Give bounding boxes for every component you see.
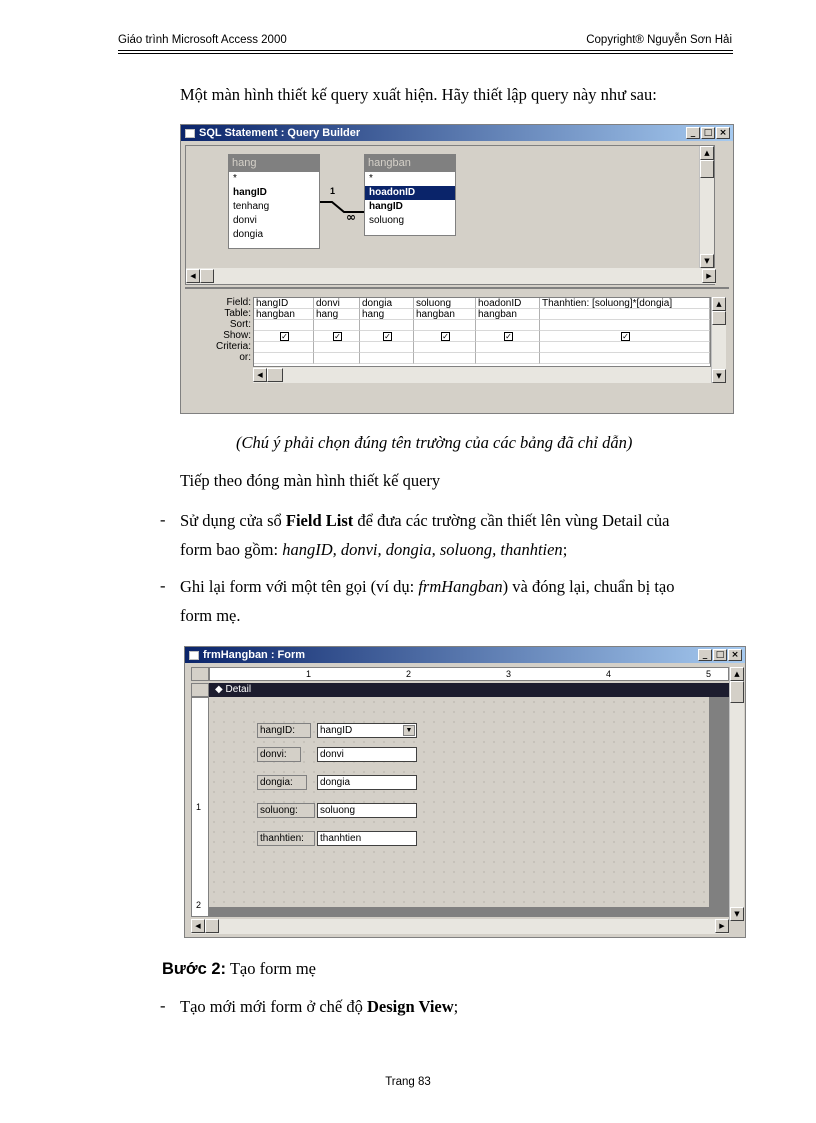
intro-text: Một màn hình thiết kế query xuất hiện. Hãy thiết lập query này như sau: (180, 85, 657, 104)
bullet-dash: - (160, 576, 166, 595)
bullet-1 (180, 510, 740, 561)
label-thanhtien[interactable]: thanhtien: (257, 831, 315, 846)
text-run-bold: Design View (367, 997, 454, 1016)
grid-show-cell[interactable] (540, 331, 710, 342)
field-item[interactable]: soluong (369, 215, 405, 226)
next-step-text: Tiếp theo đóng màn hình thiết kế query (180, 471, 441, 490)
textbox-soluong[interactable]: soluong (317, 803, 417, 818)
ruler-mark: 1 (196, 802, 202, 812)
field-item[interactable]: * (233, 173, 237, 184)
form-design-window (184, 646, 746, 938)
vertical-ruler (191, 697, 209, 917)
maximize-button[interactable]: □ (701, 127, 715, 139)
scroll-right-arrow-icon[interactable]: ▶ (702, 269, 716, 283)
grid-field-cell[interactable]: Thanhtien: [soluong]*[dongia] (540, 298, 710, 309)
grid-table-cell[interactable]: hang (314, 309, 360, 320)
join-line (320, 184, 368, 224)
table-hang[interactable] (228, 154, 320, 249)
grid-vscrollbar[interactable] (711, 297, 726, 383)
scroll-thumb[interactable] (200, 269, 214, 283)
grid-show-cell[interactable] (476, 331, 540, 342)
bullet-3 (180, 996, 458, 1018)
field-item[interactable]: donvi (233, 215, 257, 226)
grid-sort-cell[interactable] (314, 320, 360, 331)
header-right: Copyright® Nguyễn Sơn Hải (586, 34, 732, 46)
grid-or-cell[interactable] (314, 353, 360, 364)
text-run: Ghi lại form với một tên gọi (ví dụ: (180, 577, 419, 596)
checkbox-checked-icon[interactable]: ✓ (622, 332, 629, 341)
step-2-heading (162, 958, 316, 980)
grid-column[interactable] (540, 298, 710, 366)
text-run: Tạo mới mới form ở chế độ (180, 997, 368, 1016)
form-titlebar (185, 647, 745, 663)
field-item-selected[interactable]: hoadonID (365, 186, 455, 200)
scroll-down-arrow-icon[interactable]: ▼ (712, 369, 726, 383)
grid-or-cell[interactable] (476, 353, 540, 364)
form-background-area (209, 907, 729, 917)
textbox-thanhtien[interactable]: thanhtien (317, 831, 417, 846)
grid-criteria-cell[interactable] (360, 342, 414, 353)
window-icon (185, 129, 195, 138)
grid-table-cell[interactable]: hangban (254, 309, 314, 320)
checkbox-checked-icon[interactable]: ✓ (442, 332, 449, 341)
grid-table-cell[interactable]: hang (360, 309, 414, 320)
grid-field-cell[interactable]: donvi (314, 298, 360, 309)
text-run: Sử dụng cửa sổ (180, 511, 286, 530)
grid-hscrollbar[interactable] (253, 367, 711, 383)
minimize-button[interactable]: _ (686, 127, 700, 139)
scroll-down-arrow-icon[interactable]: ▼ (730, 907, 744, 921)
form-selector[interactable] (191, 667, 209, 681)
page-number: Trang 83 (385, 1076, 431, 1088)
bullet-dash: - (160, 996, 166, 1015)
caption: (Chú ý phải chọn đúng tên trường của các bảng đã chỉ dẫn) (236, 433, 633, 452)
row-label-table: Table: (224, 308, 251, 319)
checkbox-checked-icon[interactable]: ✓ (505, 332, 512, 341)
table-hangban-title[interactable]: hangban (365, 155, 455, 172)
grid-field-cell[interactable]: hangID (254, 298, 314, 309)
text-run: ; (453, 997, 459, 1016)
grid-column[interactable] (360, 298, 414, 366)
grid-show-cell[interactable] (414, 331, 476, 342)
scroll-thumb[interactable] (730, 681, 744, 703)
ruler-mark: 3 (506, 669, 512, 679)
query-window-title: SQL Statement : Query Builder (199, 127, 361, 139)
row-label-criteria: Criteria: (215, 341, 251, 352)
textbox-dongia[interactable]: dongia (317, 775, 417, 790)
maximize-button[interactable]: □ (713, 649, 727, 661)
table-hangban[interactable] (364, 154, 456, 236)
ruler-mark: 2 (196, 900, 202, 910)
pane-splitter[interactable] (185, 287, 729, 289)
grid-sort-cell[interactable] (360, 320, 414, 331)
label-hangid[interactable]: hangID: (257, 723, 311, 738)
query-titlebar (181, 125, 733, 141)
query-builder-window (180, 124, 734, 414)
grid-column[interactable] (314, 298, 360, 366)
step-2-label: Bước 2: (162, 960, 227, 978)
scroll-left-arrow-icon[interactable]: ◀ (186, 269, 200, 283)
bullet-2-line-2 (180, 605, 740, 627)
ruler-mark: 4 (606, 669, 612, 679)
scroll-left-arrow-icon[interactable]: ◀ (253, 368, 267, 382)
field-item[interactable]: * (369, 173, 373, 184)
detail-section-bar[interactable] (209, 683, 729, 697)
bullet-2-line-1 (180, 576, 740, 598)
grid-field-cell[interactable]: hoadonID (476, 298, 540, 309)
form-icon (189, 651, 199, 660)
table-hang-title[interactable]: hang (229, 155, 319, 172)
header-left: Giáo trình Microsoft Access 2000 (118, 34, 287, 46)
combo-hangid[interactable] (317, 723, 417, 738)
step-2-text: Tạo form mẹ (226, 959, 316, 978)
field-item[interactable]: dongia (233, 229, 264, 240)
minimize-button[interactable]: _ (698, 649, 712, 661)
detail-design-area[interactable] (209, 697, 709, 907)
upper-hscrollbar[interactable] (186, 268, 716, 284)
horizontal-ruler (209, 667, 729, 681)
section-label: Detail (225, 684, 252, 695)
design-grid-pane (185, 293, 729, 409)
scroll-down-arrow-icon[interactable]: ▼ (700, 254, 714, 268)
grid-sort-cell[interactable] (476, 320, 540, 331)
form-window-title: frmHangban : Form (203, 649, 306, 661)
grid-sort-cell[interactable] (254, 320, 314, 331)
grid-or-cell[interactable] (254, 353, 314, 364)
text-run-bold: Field List (285, 511, 354, 530)
row-label-or: or: (239, 352, 251, 363)
checkbox-checked-icon[interactable]: ✓ (281, 332, 288, 341)
row-label-sort: Sort: (229, 319, 251, 330)
form-background-area (709, 697, 729, 907)
form-hscrollbar[interactable] (191, 919, 729, 934)
header-rule (118, 50, 733, 54)
scroll-thumb[interactable] (267, 368, 283, 382)
textbox-donvi[interactable]: donvi (317, 747, 417, 762)
grid-column[interactable] (254, 298, 314, 366)
grid-table-cell[interactable] (540, 309, 710, 320)
scroll-left-arrow-icon[interactable]: ◀ (191, 919, 205, 933)
grid-table-cell[interactable]: hangban (414, 309, 476, 320)
scroll-right-arrow-icon[interactable]: ▶ (715, 919, 729, 933)
field-item[interactable]: hangID (369, 201, 403, 212)
join-many-label: ∞ (346, 210, 356, 224)
text-run: form bao gồm: (180, 540, 283, 559)
text-run-italic: frmHangban (418, 577, 503, 596)
text-run: form mẹ. (180, 606, 241, 625)
grid-sort-cell[interactable] (540, 320, 710, 331)
checkbox-checked-icon[interactable]: ✓ (334, 332, 341, 341)
grid-show-cell[interactable] (360, 331, 414, 342)
grid-field-cell[interactable]: soluong (414, 298, 476, 309)
upper-vscrollbar[interactable] (699, 146, 714, 268)
join-one-label: 1 (330, 186, 336, 196)
scroll-thumb[interactable] (205, 919, 219, 933)
form-vscrollbar[interactable] (729, 667, 744, 921)
section-arrow-icon: ◆ (215, 684, 223, 695)
bullet-2 (180, 576, 740, 627)
row-label-field: Field: (226, 297, 251, 308)
checkbox-checked-icon[interactable]: ✓ (384, 332, 391, 341)
close-button[interactable]: × (716, 127, 730, 139)
grid-column[interactable] (476, 298, 540, 366)
grid-column[interactable] (414, 298, 476, 366)
label-dongia[interactable]: dongia: (257, 775, 307, 790)
grid-or-cell[interactable] (360, 353, 414, 364)
row-label-show: Show: (223, 330, 251, 341)
label-donvi[interactable]: donvi: (257, 747, 301, 762)
scroll-up-arrow-icon[interactable]: ▲ (730, 667, 744, 681)
scroll-up-arrow-icon[interactable]: ▲ (712, 297, 726, 311)
field-item[interactable]: hangID (233, 187, 267, 198)
text-run: ; (562, 540, 568, 559)
ruler-mark: 1 (306, 669, 312, 679)
text-run-italic: hangID, donvi, dongia, soluong, thanhtien (282, 540, 563, 559)
section-selector[interactable] (191, 683, 209, 697)
ruler-mark: 5 (706, 669, 712, 679)
scroll-thumb[interactable] (700, 160, 714, 178)
grid-field-cell[interactable]: dongia (360, 298, 414, 309)
grid-or-cell[interactable] (540, 353, 710, 364)
grid-show-cell[interactable] (254, 331, 314, 342)
ruler-mark: 2 (406, 669, 412, 679)
field-item[interactable]: tenhang (233, 201, 270, 212)
design-grid[interactable] (253, 297, 711, 367)
grid-row-labels (185, 297, 251, 363)
text-run: để đưa các trường cần thiết lên vùng Detail của (353, 511, 670, 530)
control-text: hangID (320, 725, 353, 736)
grid-criteria-cell[interactable] (540, 342, 710, 353)
grid-or-cell[interactable] (414, 353, 476, 364)
scroll-thumb[interactable] (712, 311, 726, 325)
bullet-1-line-2 (180, 539, 740, 561)
grid-show-cell[interactable] (314, 331, 360, 342)
text-run: ) và đóng lại, chuẩn bị tạo (502, 577, 675, 596)
grid-sort-cell[interactable] (414, 320, 476, 331)
grid-criteria-cell[interactable] (314, 342, 360, 353)
bullet-1-line-1 (180, 510, 740, 532)
scroll-up-arrow-icon[interactable]: ▲ (700, 146, 714, 160)
bullet-dash: - (160, 510, 166, 529)
dropdown-arrow-icon[interactable]: ▼ (403, 725, 415, 736)
close-button[interactable]: × (728, 649, 742, 661)
grid-criteria-cell[interactable] (476, 342, 540, 353)
label-soluong[interactable]: soluong: (257, 803, 315, 818)
table-pane (185, 145, 715, 285)
grid-criteria-cell[interactable] (414, 342, 476, 353)
grid-criteria-cell[interactable] (254, 342, 314, 353)
grid-table-cell[interactable]: hangban (476, 309, 540, 320)
